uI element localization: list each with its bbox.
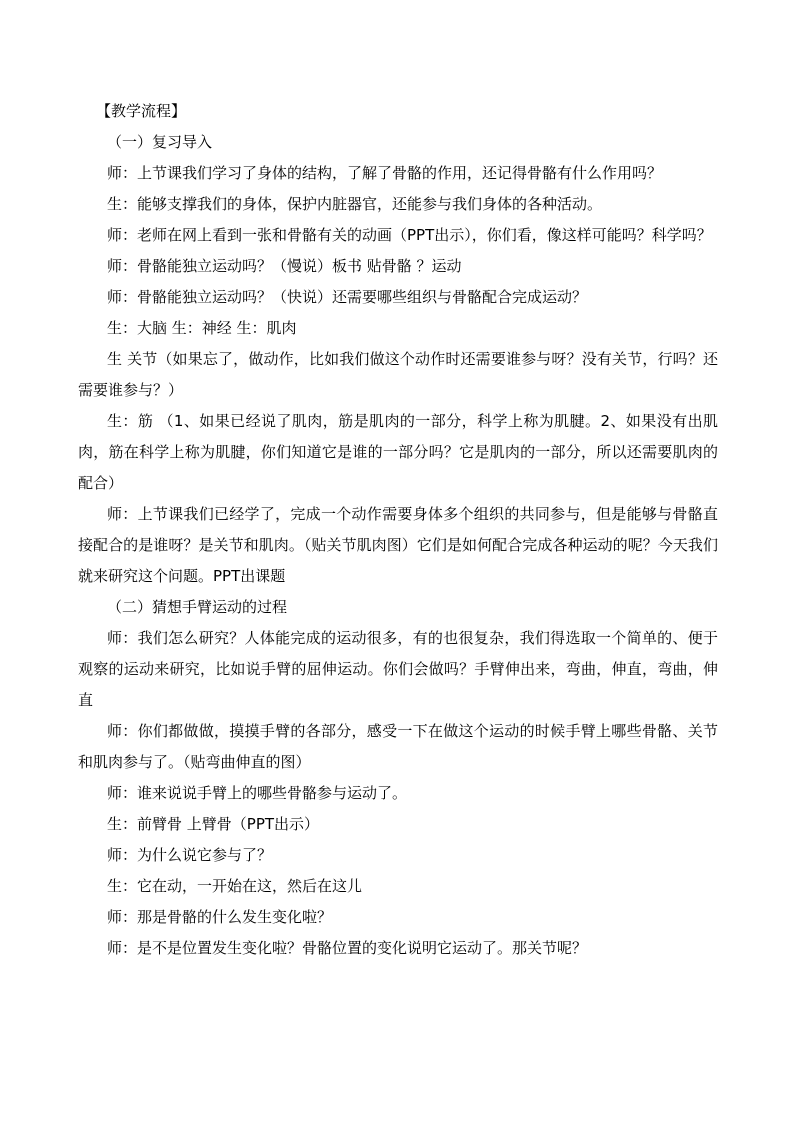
document-body bbox=[78, 96, 718, 964]
section-heading: 【教学流程】 bbox=[96, 102, 187, 120]
paragraph: 师：是不是位置发生变化啦？骨骼位置的变化说明它运动了。那关节呢？ bbox=[107, 939, 588, 957]
paragraph: 生：能够支撑我们的身体，保护内脏器官，还能参与我们身体的各种活动。 bbox=[107, 195, 603, 213]
paragraph: 师：谁来说说手臂上的哪些骨骼参与运动了。 bbox=[107, 784, 408, 802]
paragraph: 师：骨骼能独立运动吗？（慢说）板书 贴骨骼 ？运动 bbox=[107, 257, 462, 275]
paragraph: 生：大脑 生：神经 生：肌肉 bbox=[107, 319, 297, 337]
paragraph: 生：筋 （1、如果已经说了肌肉，筋是肌肉的一部分，科学上称为肌腱。2、如果没有出肌肉，筋在科学上称为肌腱，你们知道它是谁的一部分吗？它是肌肉的一部分，所以还需要肌肉的配合） bbox=[78, 412, 718, 492]
paragraph: 生 关节（如果忘了，做动作，比如我们做这个动作时还需要谁参与呀？没有关节，行吗？还需要谁参与？） bbox=[78, 350, 718, 399]
subsection-heading: （一）复习导入 bbox=[107, 133, 213, 151]
paragraph: 师：你们都做做，摸摸手臂的各部分，感受一下在做这个运动的时候手臂上哪些骨骼、关节和肌肉参与了。（贴弯曲伸直的图） bbox=[78, 722, 718, 771]
subsection-heading: （二）猜想手臂运动的过程 bbox=[107, 598, 288, 616]
paragraph: 师：骨骼能独立运动吗？（快说）还需要哪些组织与骨骼配合完成运动？ bbox=[107, 288, 588, 306]
paragraph: 师：老师在网上看到一张和骨骼有关的动画（PPT出示），你们看，像这样可能吗？科学吗？ bbox=[107, 226, 712, 244]
paragraph: 师：上节课我们已经学了，完成一个动作需要身体多个组织的共同参与，但是能够与骨骼直接配合的是谁呀？是关节和肌肉。（贴关节肌肉图）它们是如何配合完成各种运动的呢？今天我们就来研究这个问题。PPT出课题 bbox=[78, 505, 718, 585]
paragraph: 生：它在动，一开始在这，然后在这儿 bbox=[107, 877, 363, 895]
paragraph: 师：上节课我们学习了身体的结构，了解了骨骼的作用，还记得骨骼有什么作用吗？ bbox=[107, 164, 663, 182]
paragraph: 师：我们怎么研究？人体能完成的运动很多，有的也很复杂，我们得选取一个简单的、便于观察的运动来研究，比如说手臂的屈伸运动。你们会做吗？手臂伸出来，弯曲，伸直，弯曲，伸直 bbox=[78, 629, 718, 709]
paragraph: 师：为什么说它参与了？ bbox=[107, 846, 273, 864]
paragraph: 师：那是骨骼的什么发生变化啦？ bbox=[107, 908, 333, 926]
paragraph: 生：前臂骨 上臂骨（PPT出示） bbox=[107, 815, 320, 833]
